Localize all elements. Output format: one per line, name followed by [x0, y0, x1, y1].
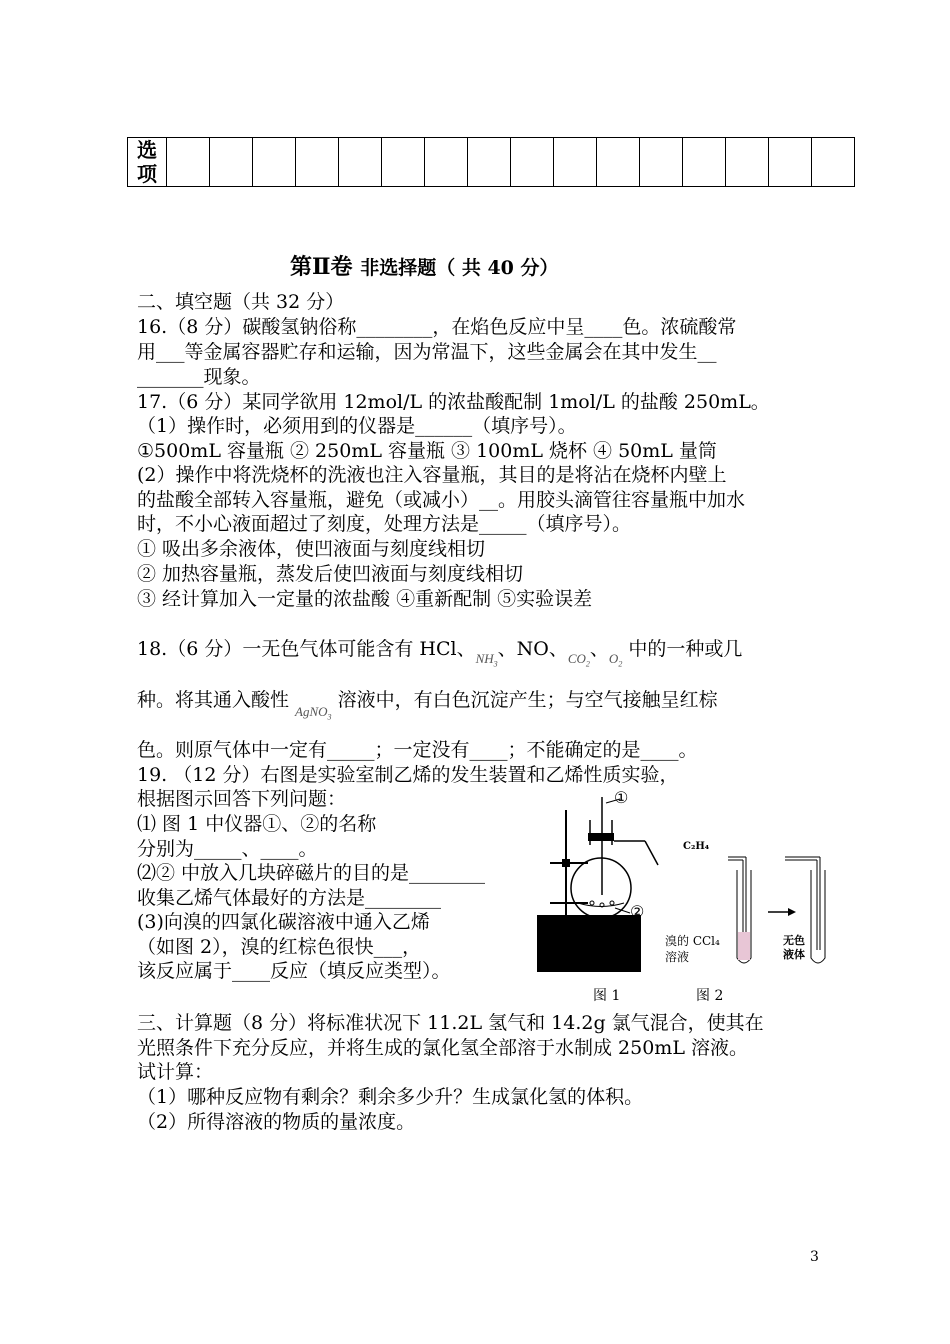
bromine-label-1: 溴的 CCl₄: [665, 934, 720, 948]
figure-2-caption: 图 2: [696, 988, 724, 1004]
q17-option-2: ② 加热容量瓶，蒸发后使凹液面与刻度线相切: [137, 563, 524, 585]
figure-1-caption: 图 1: [593, 988, 621, 1004]
q17-line-2: （1）操作时，必须用到的仪器是______（填序号）。: [137, 415, 577, 437]
instrument-label-2: ②: [630, 902, 645, 921]
calc-line-3: 试计算：: [137, 1061, 214, 1083]
answer-cell[interactable]: [511, 138, 554, 187]
nh3-formula: NH3: [475, 651, 498, 669]
answer-table-row-label: 选 项: [128, 138, 167, 187]
q19-line-4: 分别为_____、____。: [137, 838, 318, 860]
colorless-label-2: 液体: [783, 948, 805, 961]
answer-cell[interactable]: [425, 138, 468, 187]
page-number: 3: [810, 1249, 819, 1265]
q16-line-3: _______现象。: [137, 366, 261, 388]
fill-section-heading: 二、填空题（共 32 分）: [137, 291, 345, 313]
q16-line-2: 用___等金属容器贮存和运输，因为常温下，这些金属会在其中发生__: [137, 341, 717, 363]
q17-line-3: ①500mL 容量瓶 ② 250mL 容量瓶 ③ 100mL 烧杯 ④ 50mL 量筒: [137, 440, 717, 462]
q17-line-6: 时，不小心液面超过了刻度，处理方法是_____（填序号）。: [137, 513, 632, 535]
q17-line-5: 的盐酸全部转入容量瓶，避免（或减小）__。用胶头滴管往容量瓶中加水: [137, 489, 746, 511]
answer-cell[interactable]: [683, 138, 726, 187]
q17-line-4: (2）操作中将洗烧杯的洗液也注入容量瓶，其目的是将沾在烧杯内壁上: [137, 464, 727, 486]
colorless-label-1: 无色: [783, 934, 805, 947]
answer-cell[interactable]: [382, 138, 425, 187]
q19-line-1: 19. （12 分）右图是实验室制乙烯的发生装置和乙烯性质实验，: [137, 764, 679, 786]
answer-table: [127, 137, 855, 187]
answer-cell[interactable]: [554, 138, 597, 187]
q18-line-1: 18.（6 分）一无色气体可能含有 HCl、$_{NH_3}$、NO、$_{CO_2}$、$_{O_2}$ 中的一种或几: [137, 638, 743, 669]
q19-line-7: (3)向溴的四氯化碳溶液中通入乙烯: [137, 911, 430, 933]
instrument-label-1: ①: [614, 788, 629, 807]
co2-formula: CO2: [567, 651, 590, 669]
q17-line-1: 17.（6 分）某同学欲用 12mol/L 的浓盐酸配制 1mol/L 的盐酸 250mL。: [137, 391, 770, 413]
bromine-label-2: 溶液: [665, 950, 690, 964]
q17-option-1: ① 吸出多余液体，使凹液面与刻度线相切: [137, 538, 486, 560]
answer-cell[interactable]: [726, 138, 769, 187]
c2h4-label: C₂H₄: [683, 841, 710, 852]
q16-line-1: 16.（8 分）碳酸氢钠俗称________，在焰色反应中呈____色。浓硫酸常: [137, 316, 737, 338]
calc-line-4: （1）哪种反应物有剩余？剩余多少升？生成氯化氢的体积。: [137, 1086, 644, 1108]
answer-cell[interactable]: [296, 138, 339, 187]
answer-cell[interactable]: [769, 138, 812, 187]
q19-line-2: 根据图示回答下列问题：: [137, 788, 347, 810]
q17-option-3: ③ 经计算加入一定量的浓盐酸 ④重新配制 ⑤实验误差: [137, 588, 593, 610]
answer-cell[interactable]: [167, 138, 210, 187]
q19-line-6: 收集乙烯气体最好的方法是________: [137, 887, 442, 909]
q18-line-2: 种。将其通入酸性 $_{AgNO_3}$ 溶液中，有白色沉淀产生；与空气接触呈红棕: [137, 689, 718, 722]
answer-cell[interactable]: [339, 138, 382, 187]
q18-line-3: 色。则原气体中一定有_____；一定没有____；不能确定的是____。: [137, 739, 698, 761]
section-title: 第Ⅱ卷 非选择题（ 共 40 分）: [290, 254, 559, 280]
answer-cell[interactable]: [640, 138, 683, 187]
q19-line-5: ⑵② 中放入几块碎磁片的目的是________: [137, 862, 486, 884]
answer-cell[interactable]: [210, 138, 253, 187]
answer-cell[interactable]: [597, 138, 640, 187]
answer-cell[interactable]: [812, 138, 855, 187]
figure-1-apparatus: [530, 785, 660, 975]
calc-line-2: 光照条件下充分反应，并将生成的氯化氢全部溶于水制成 250mL 溶液。: [137, 1037, 748, 1059]
agno3-formula: AgNO3: [295, 704, 332, 722]
answer-cell[interactable]: [468, 138, 511, 187]
calc-line-1: 三、计算题（8 分）将标准状况下 11.2L 氢气和 14.2g 氯气混合，使其在: [137, 1012, 764, 1034]
q19-line-9: 该反应属于____反应（填反应类型）。: [137, 960, 451, 982]
o2-formula: O2: [608, 651, 623, 669]
q19-line-8: （如图 2），溴的红棕色很快___，: [137, 936, 422, 958]
answer-cell[interactable]: [253, 138, 296, 187]
calc-line-5: （2）所得溶液的物质的量浓度。: [137, 1111, 416, 1133]
figure-2-test-tubes: [680, 840, 835, 975]
q19-line-3: ⑴ 图 1 中仪器①、②的名称: [137, 813, 377, 835]
